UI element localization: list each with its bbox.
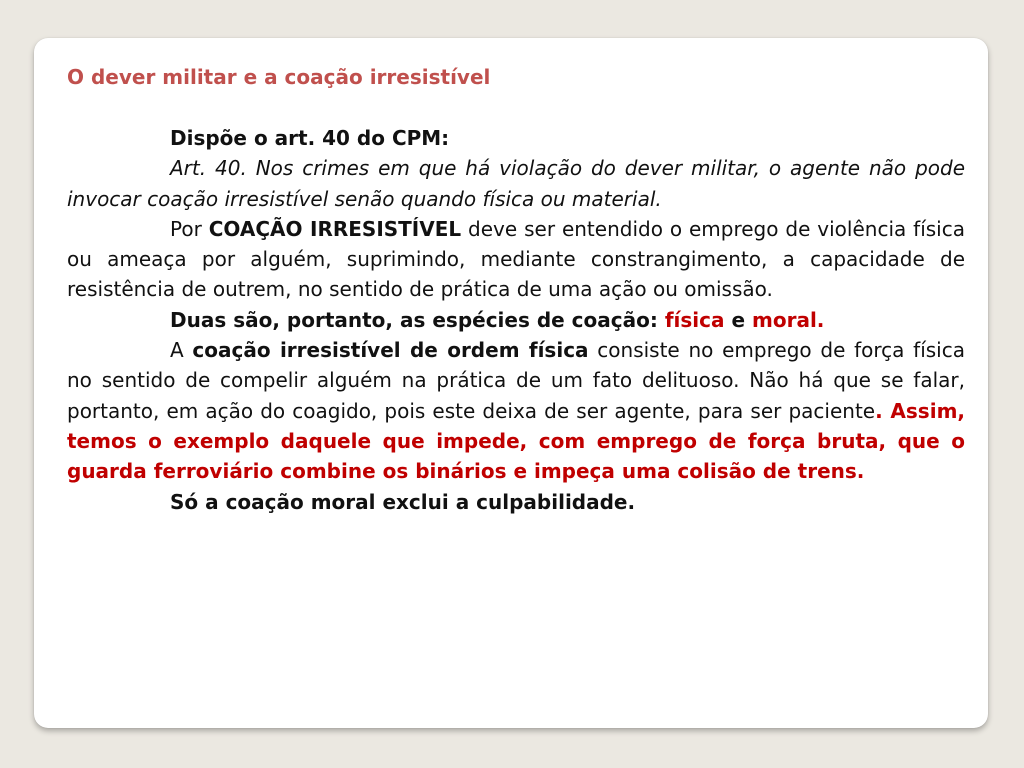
slide-title: O dever militar e a coação irresistível bbox=[67, 65, 491, 89]
p1-term: COAÇÃO IRRESISTÍVEL bbox=[208, 216, 462, 241]
p2-moral: moral. bbox=[752, 307, 825, 332]
p2-fisica: física bbox=[664, 307, 725, 332]
article-heading: Dispõe o art. 40 do CPM: bbox=[170, 126, 450, 150]
article-text-body: Art. 40. Nos crimes em que há violação do dever militar, o agente não pode invocar coação irresistível senão quando física ou material. bbox=[67, 156, 965, 211]
p3-example: . Assim, temos o exemplo daquele que impede, com emprego de força bruta, que o guarda ferroviário combine os binários e impeça uma colisão de trens. bbox=[67, 398, 966, 484]
paragraph-conclusion: Só a coação moral exclui a culpabilidade. bbox=[170, 489, 636, 514]
spacer bbox=[67, 92, 965, 123]
paragraph-physical-coercion bbox=[67, 335, 965, 486]
article-text bbox=[67, 153, 965, 214]
p1-text-c: deve ser entendido o emprego de violência física ou ameaça por alguém, suprimindo, mediante constrangimento, a capacidade de resistência de outrem, no sentido de prática de uma ação ou omissão. bbox=[67, 216, 965, 302]
p3-text-c: consiste no emprego de força física no sentido de compelir alguém na prática de um fato delituoso. Não há que se falar, portanto, em ação do coagido, pois este deixa de ser agente, para ser paciente bbox=[67, 338, 965, 423]
p2-text-a: Duas são, portanto, as espécies de coação: bbox=[170, 307, 665, 332]
p1-text-a: Por bbox=[170, 216, 209, 241]
paragraph-definition bbox=[67, 214, 965, 305]
p2-text-c: e bbox=[724, 307, 752, 332]
paragraph-species bbox=[67, 305, 965, 335]
slide-content bbox=[67, 62, 965, 517]
p3-term: coação irresistível de ordem física bbox=[192, 338, 589, 363]
p3-text-a: A bbox=[170, 338, 193, 363]
